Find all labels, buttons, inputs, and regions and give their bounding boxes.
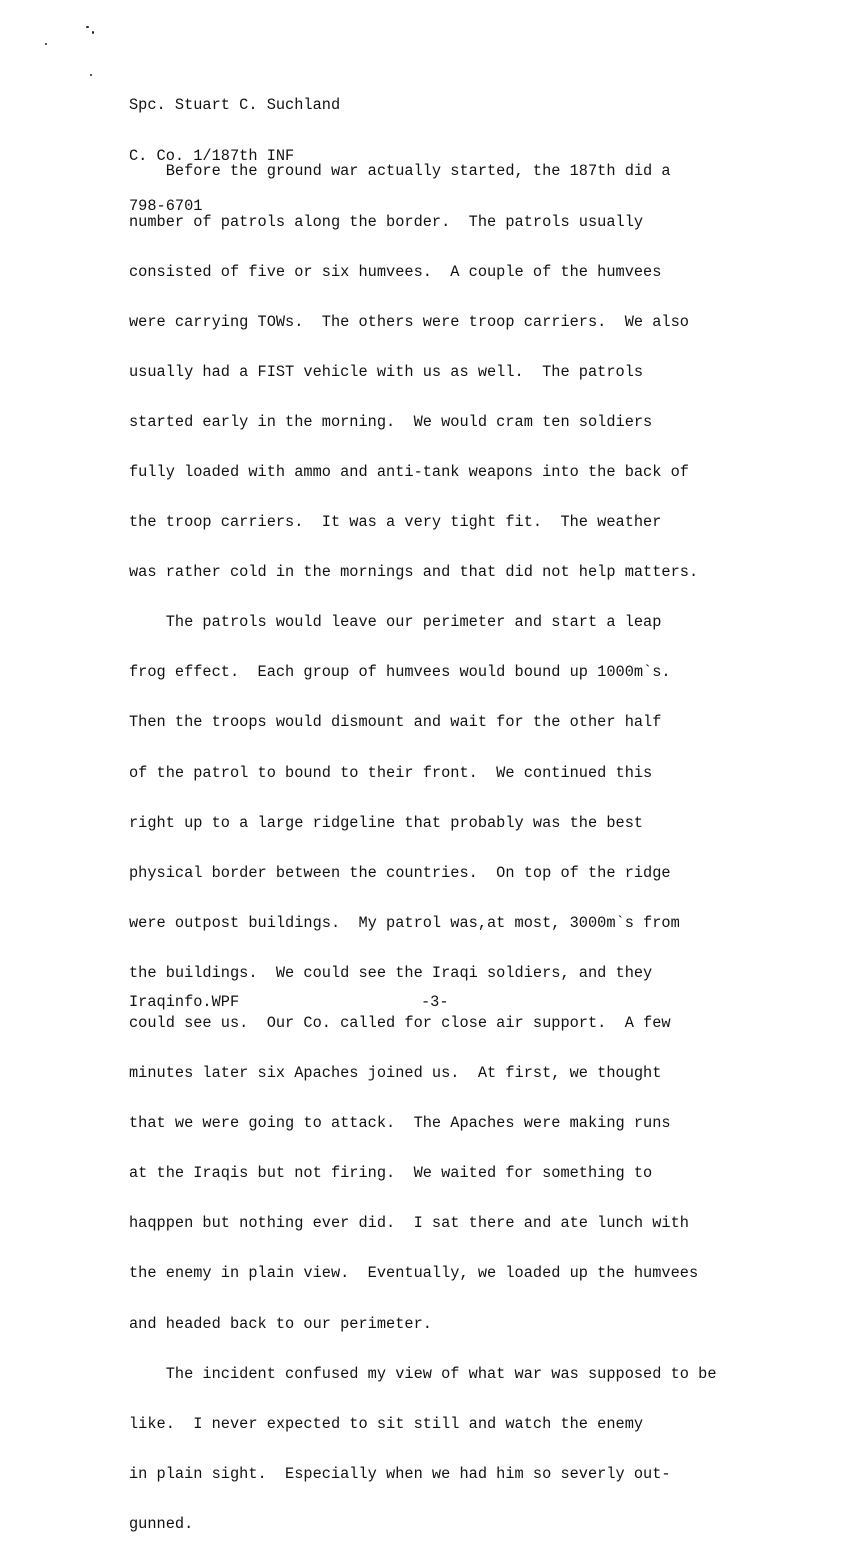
body-line: in plain sight. Especially when we had him so severly out- — [129, 1464, 671, 1483]
body-line: were outpost buildings. My patrol was,at most, 3000m`s from — [129, 913, 680, 932]
body-line: minutes later six Apaches joined us. At first, we thought — [129, 1064, 662, 1083]
body-line: of the patrol to bound to their front. We continued this — [129, 763, 653, 782]
body-line: was rather cold in the mornings and that did not help matters. — [129, 563, 699, 582]
body-line: fully loaded with ammo and anti-tank weapons into the back of — [129, 462, 689, 481]
body-text — [129, 130, 717, 1566]
body-line: the enemy in plain view. Eventually, we loaded up the humvees — [129, 1264, 699, 1283]
body-line: the buildings. We could see the Iraqi soldiers, and they — [129, 963, 653, 982]
body-line: frog effect. Each group of humvees would bound up 1000m`s. — [129, 663, 671, 682]
body-line: gunned. — [129, 1514, 194, 1533]
body-line: like. I never expected to sit still and watch the enemy — [129, 1414, 644, 1433]
author-phone: 798-6701 — [129, 196, 203, 215]
body-line: were carrying TOWs. The others were troop carriers. We also — [129, 312, 689, 331]
body-line: usually had a FIST vehicle with us as well. The patrols — [129, 362, 644, 381]
body-line: and headed back to our perimeter. — [129, 1314, 432, 1333]
scan-speck — [92, 31, 94, 34]
body-line: could see us. Our Co. called for close air support. A few — [129, 1014, 671, 1032]
body-line: at the Iraqis but not firing. We waited for something to — [129, 1164, 653, 1183]
body-line: right up to a large ridgeline that probably was the best — [129, 813, 644, 832]
footer-filename: Iraqinfo.WPF — [129, 993, 240, 1011]
page-number: -3- — [421, 993, 449, 1011]
body-line: that we were going to attack. The Apaches were making runs — [129, 1114, 671, 1133]
body-line: Before the ground war actually started, the 187th did a — [129, 162, 671, 181]
body-line: haqppen but nothing ever did. I sat there and ate lunch with — [129, 1214, 689, 1233]
scan-speck — [45, 43, 47, 45]
body-line: the troop carriers. It was a very tight fit. The weather — [129, 513, 662, 532]
body-line: number of patrols along the border. The patrols usually — [129, 212, 644, 231]
body-line: The incident confused my view of what war was supposed to be — [129, 1364, 717, 1383]
body-line: started early in the morning. We would cram ten soldiers — [129, 412, 653, 431]
body-line: Then the troops would dismount and wait for the other half — [129, 713, 662, 732]
body-line: consisted of five or six humvees. A couple of the humvees — [129, 262, 662, 281]
body-line: The patrols would leave our perimeter and start a leap — [129, 613, 662, 632]
scan-speck — [90, 74, 92, 76]
body-line: physical border between the countries. On top of the ridge — [129, 863, 671, 882]
author-unit: C. Co. 1/187th INF — [129, 146, 295, 165]
scan-speck — [86, 26, 89, 28]
author-name: Spc. Stuart C. Suchland — [129, 96, 341, 115]
